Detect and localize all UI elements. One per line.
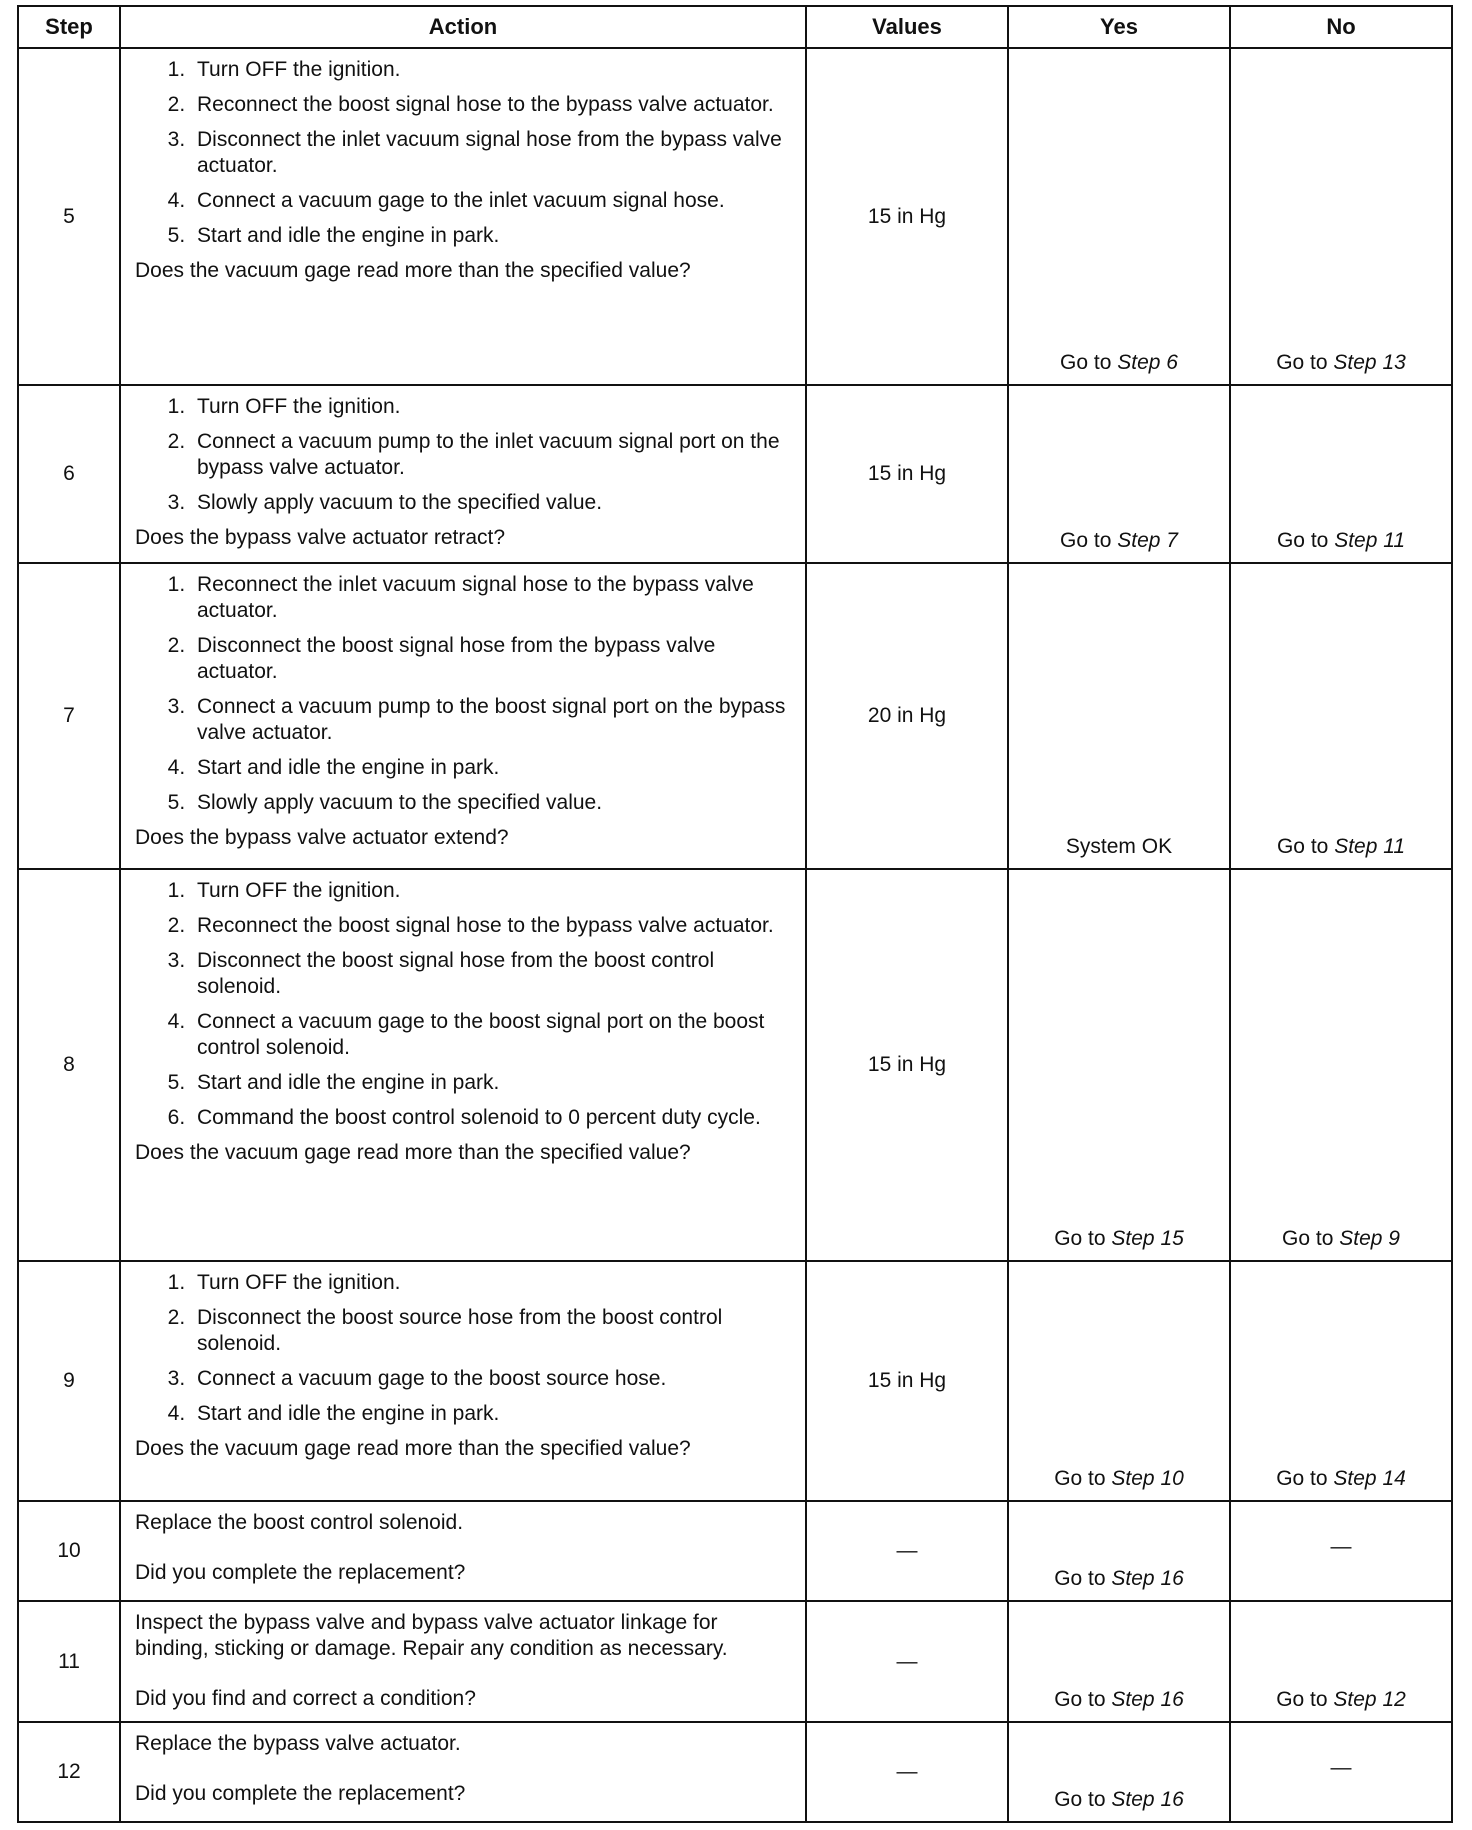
spec-value: —	[806, 1722, 1008, 1822]
no-outcome-text	[1276, 1467, 1406, 1490]
action-question: Does the vacuum gage read more than the specified value?	[135, 1141, 691, 1165]
action-step: 1. Turn OFF the ignition.	[191, 878, 793, 904]
yes-outcome-text	[1054, 1688, 1184, 1711]
no-outcome-text	[1276, 1688, 1406, 1711]
action-steps-list	[135, 57, 793, 249]
yes-outcome	[1008, 1722, 1230, 1822]
yes-outcome	[1008, 385, 1230, 563]
table-row	[18, 563, 1452, 870]
header-yes: Yes	[1008, 6, 1230, 48]
action-question: Did you complete the replacement?	[135, 1782, 466, 1806]
no-outcome-text	[1282, 1227, 1400, 1250]
yes-outcome-prefix: Go to	[1060, 351, 1112, 375]
diagnostic-table	[17, 5, 1453, 1823]
action-steps-list	[135, 878, 793, 1131]
header-no: No	[1230, 6, 1452, 48]
step-number: 5	[18, 48, 120, 385]
action-step: 3. Connect a vacuum pump to the boost signal port on the bypass valve actuator.	[191, 694, 793, 746]
action-steps-list	[135, 394, 793, 516]
no-outcome	[1230, 1722, 1452, 1822]
yes-outcome-text	[1066, 835, 1172, 858]
step-number: 8	[18, 869, 120, 1261]
no-outcome	[1230, 869, 1452, 1261]
action-text: Replace the bypass valve actuator.	[135, 1732, 461, 1756]
action-cell	[120, 48, 806, 385]
no-outcome-target-link[interactable]: Step 11	[1334, 528, 1406, 552]
action-steps-list	[135, 1270, 793, 1427]
yes-outcome-text	[1060, 351, 1178, 374]
action-cell	[120, 563, 806, 870]
step-number: 9	[18, 1261, 120, 1501]
spec-value: 15 in Hg	[806, 1261, 1008, 1501]
action-step: 2. Connect a vacuum pump to the inlet vacuum signal port on the bypass valve actuator.	[191, 429, 793, 481]
no-outcome-prefix: Go to	[1276, 1688, 1328, 1712]
action-cell	[120, 1601, 806, 1723]
header-step: Step	[18, 6, 120, 48]
step-number: 10	[18, 1501, 120, 1601]
action-cell	[120, 1722, 806, 1822]
no-outcome-target-link[interactable]: Step 14	[1333, 1467, 1406, 1491]
action-step: 3. Disconnect the boost signal hose from the boost control solenoid.	[191, 948, 793, 1000]
no-outcome-target-link[interactable]: Step 9	[1339, 1227, 1400, 1251]
action-cell	[120, 385, 806, 563]
action-step: 5. Start and idle the engine in park.	[191, 1070, 793, 1096]
table-row	[18, 1601, 1452, 1723]
no-outcome-prefix: Go to	[1276, 528, 1329, 552]
action-step: 4. Connect a vacuum gage to the boost signal port on the boost control solenoid.	[191, 1009, 793, 1061]
yes-outcome-target-link[interactable]: Step 16	[1111, 1788, 1184, 1811]
no-outcome-target-link[interactable]: Step 11	[1334, 835, 1406, 859]
action-question: Does the bypass valve actuator retract?	[135, 526, 506, 550]
step-number: 7	[18, 563, 120, 870]
action-step: 1. Reconnect the inlet vacuum signal hose to the bypass valve actuator.	[191, 572, 793, 624]
spec-value: 15 in Hg	[806, 869, 1008, 1261]
action-step: 5. Start and idle the engine in park.	[191, 223, 793, 249]
yes-outcome	[1008, 869, 1230, 1261]
no-outcome-text	[1277, 835, 1405, 858]
spec-value: —	[806, 1601, 1008, 1723]
action-step: 6. Command the boost control solenoid to 0 percent duty cycle.	[191, 1105, 793, 1131]
no-outcome-text	[1276, 351, 1406, 374]
no-outcome-target-link[interactable]: Step 13	[1333, 351, 1406, 375]
yes-outcome	[1008, 1601, 1230, 1723]
no-outcome-prefix: Go to	[1276, 1467, 1328, 1491]
yes-outcome-target-link[interactable]: Step 6	[1117, 351, 1178, 375]
action-step: 1. Turn OFF the ignition.	[191, 394, 793, 420]
no-outcome-prefix: Go to	[1282, 1227, 1334, 1251]
yes-outcome-text	[1054, 1227, 1184, 1250]
spec-value: 15 in Hg	[806, 385, 1008, 563]
yes-outcome-prefix: Go to	[1054, 1688, 1106, 1712]
table-row	[18, 1261, 1452, 1501]
no-outcome-prefix: Go to	[1276, 835, 1329, 859]
yes-outcome-target-link[interactable]: Step 15	[1111, 1227, 1184, 1251]
yes-outcome	[1008, 563, 1230, 870]
action-steps-list	[135, 572, 793, 816]
action-step: 1. Turn OFF the ignition.	[191, 1270, 793, 1296]
yes-outcome-prefix: Go to	[1054, 1227, 1106, 1251]
action-step: 2. Disconnect the boost source hose from the boost control solenoid.	[191, 1305, 793, 1357]
action-step: 4. Start and idle the engine in park.	[191, 1401, 793, 1427]
yes-outcome-prefix: Go to	[1054, 1467, 1106, 1491]
action-step: 5. Slowly apply vacuum to the specified value.	[191, 790, 793, 816]
yes-outcome-prefix: Go to	[1054, 1566, 1106, 1590]
no-outcome	[1230, 385, 1452, 563]
action-step: 3. Disconnect the inlet vacuum signal hose from the bypass valve actuator.	[191, 127, 793, 179]
yes-outcome-target-link[interactable]: Step 10	[1111, 1467, 1184, 1491]
yes-outcome-target-link[interactable]: Step 16	[1111, 1688, 1184, 1712]
table-row	[18, 1501, 1452, 1601]
no-outcome	[1230, 48, 1452, 385]
no-outcome-prefix: Go to	[1276, 351, 1328, 375]
header-action: Action	[120, 6, 806, 48]
no-outcome-prefix: —	[1330, 1534, 1352, 1558]
spec-value: —	[806, 1501, 1008, 1601]
table-row	[18, 385, 1452, 563]
no-outcome	[1230, 1501, 1452, 1601]
action-question: Did you find and correct a condition?	[135, 1686, 476, 1710]
yes-outcome-text	[1054, 1788, 1184, 1811]
action-question: Does the bypass valve actuator extend?	[135, 825, 509, 849]
action-step: 2. Reconnect the boost signal hose to the bypass valve actuator.	[191, 92, 793, 118]
no-outcome-text	[1277, 529, 1405, 552]
action-step: 3. Slowly apply vacuum to the specified value.	[191, 490, 793, 516]
action-step: 4. Start and idle the engine in park.	[191, 755, 793, 781]
action-step: 2. Reconnect the boost signal hose to the bypass valve actuator.	[191, 913, 793, 939]
action-question: Did you complete the replacement?	[135, 1561, 466, 1585]
yes-outcome	[1008, 1501, 1230, 1601]
table-row	[18, 1722, 1452, 1822]
yes-outcome	[1008, 48, 1230, 385]
no-outcome-prefix: —	[1330, 1756, 1352, 1780]
header-row	[18, 6, 1452, 48]
yes-outcome-target-link[interactable]: Step 7	[1117, 528, 1178, 552]
no-outcome-text	[1331, 1535, 1352, 1558]
yes-outcome-prefix: Go to	[1060, 528, 1112, 552]
yes-outcome-target-link[interactable]: Step 16	[1111, 1566, 1184, 1590]
action-cell	[120, 869, 806, 1261]
no-outcome-text	[1331, 1756, 1352, 1779]
step-number: 6	[18, 385, 120, 563]
yes-outcome-text	[1054, 1467, 1184, 1490]
action-question: Does the vacuum gage read more than the specified value?	[135, 1437, 691, 1461]
table-body	[18, 48, 1452, 1822]
action-step: 2. Disconnect the boost signal hose from the bypass valve actuator.	[191, 633, 793, 685]
yes-outcome	[1008, 1261, 1230, 1501]
action-step: 3. Connect a vacuum gage to the boost source hose.	[191, 1366, 793, 1392]
action-question: Does the vacuum gage read more than the specified value?	[135, 259, 691, 282]
action-step: 4. Connect a vacuum gage to the inlet vacuum signal hose.	[191, 188, 793, 214]
step-number: 11	[18, 1601, 120, 1723]
yes-outcome-text	[1054, 1567, 1184, 1590]
no-outcome	[1230, 563, 1452, 870]
action-cell	[120, 1261, 806, 1501]
action-text: Inspect the bypass valve and bypass valve actuator linkage for binding, sticking or damage. Repair any condition as necessary.	[135, 1610, 728, 1660]
no-outcome	[1230, 1261, 1452, 1501]
action-cell	[120, 1501, 806, 1601]
step-number: 12	[18, 1722, 120, 1822]
action-text: Replace the boost control solenoid.	[135, 1511, 464, 1535]
yes-outcome-text	[1060, 529, 1178, 552]
spec-value: 15 in Hg	[806, 48, 1008, 385]
no-outcome-target-link[interactable]: Step 12	[1333, 1688, 1406, 1712]
header-values: Values	[806, 6, 1008, 48]
table-row	[18, 48, 1452, 385]
table-row	[18, 869, 1452, 1261]
yes-outcome-prefix: Go to	[1054, 1788, 1106, 1811]
action-step: 1. Turn OFF the ignition.	[191, 57, 793, 83]
spec-value: 20 in Hg	[806, 563, 1008, 870]
yes-outcome-prefix: System OK	[1065, 835, 1173, 859]
no-outcome	[1230, 1601, 1452, 1723]
